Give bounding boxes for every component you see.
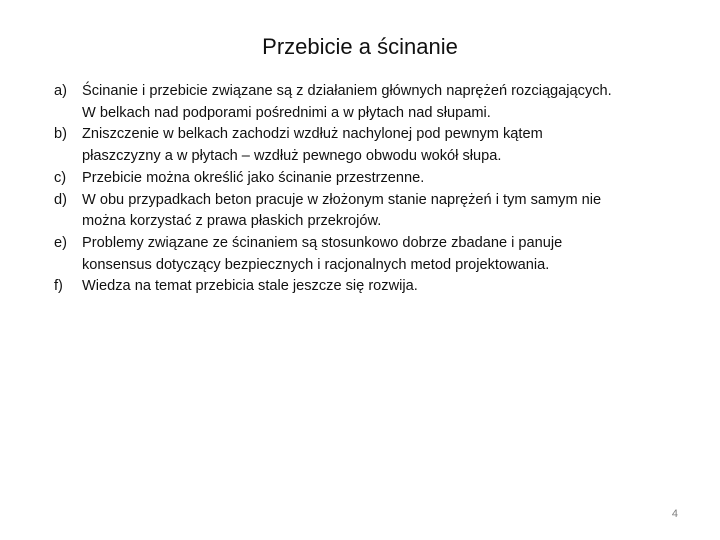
content-list xyxy=(54,81,614,298)
list-item-f xyxy=(54,276,614,298)
list-item-text: Ścinanie i przebicie związane są z działaniem głównych naprężeń rozciągających. W belkach nad podporami pośrednimi a w płytach nad słupami. xyxy=(82,83,612,121)
list-item-text: Przebicie można określić jako ścinanie przestrzenne. xyxy=(82,169,425,186)
list-item-d xyxy=(54,190,614,233)
list-item-text: Wiedza na temat przebicia stale jeszcze się rozwija. xyxy=(82,278,418,295)
list-item-a xyxy=(54,81,614,124)
list-marker: e) xyxy=(54,234,67,251)
list-item-text: W obu przypadkach beton pracuje w złożonym stanie naprężeń i tym samym nie można korzystać z prawa płaskich przekrojów. xyxy=(82,191,602,230)
list-marker: f) xyxy=(54,278,63,295)
list-item-b xyxy=(54,124,614,167)
list-marker: b) xyxy=(54,126,67,143)
list-item-text: Zniszczenie w belkach zachodzi wzdłuż nachylonej pod pewnym kątem płaszczyzny a w płytach – wzdłuż pewnego obwodu wokół słupa. xyxy=(82,126,543,165)
list-item-c xyxy=(54,168,614,190)
list-item-text: Problemy związane ze ścinaniem są stosunkowo dobrze zbadane i panuje konsensus dotyczący bezpiecznych i racjonalnych metod projektowania. xyxy=(82,234,563,273)
page-number: 4 xyxy=(671,508,678,520)
list-marker: a) xyxy=(54,83,67,99)
slide-title: Przebicie a ścinanie xyxy=(262,34,458,59)
list-marker: c) xyxy=(54,169,67,186)
list-item-e xyxy=(54,233,614,276)
list-marker: d) xyxy=(54,191,67,208)
